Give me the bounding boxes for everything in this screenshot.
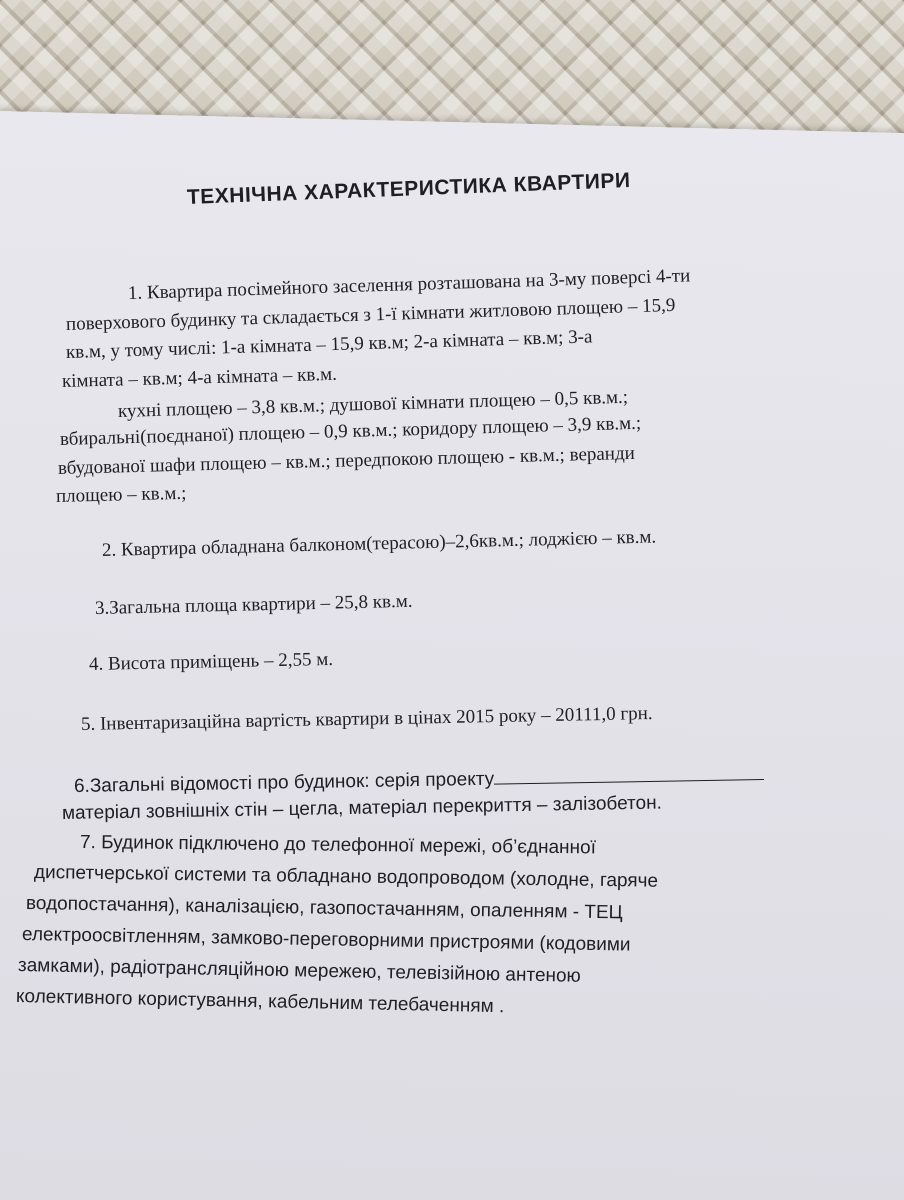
- document-title: ТЕХНІЧНА ХАРАКТЕРИСТИКА КВАРТИРИ: [186, 168, 631, 209]
- text-line: вбиральні(поєднаної) площею – 0,9 кв.м.; коридору площею – 3,9 кв.м.;: [59, 412, 642, 450]
- text-line: електроосвітленням, замково-переговорними пристроями (кодовими: [21, 924, 631, 956]
- text-line: колективного користування, кабельним телебаченням .: [15, 986, 505, 1018]
- text-line: кв.м, у тому числі: 1-а кімната – 15,9 кв.м; 2-а кімната – кв.м; 3-а: [65, 326, 593, 363]
- project-series-blank: [494, 763, 764, 785]
- text-line: водопостачання), каналізацією, газопостачанням, опаленням - ТЕЦ: [25, 893, 623, 924]
- text-line: замками), радіотрансляційною мережею, телевізійною антеною: [17, 955, 581, 987]
- text-line: вбудованої шафи площею – кв.м.; передпокою площею - кв.м.; веранди: [57, 442, 636, 479]
- text-line: матеріал зовнішніх стін – цегла, матеріал перекриття – залізобетон.: [61, 792, 663, 824]
- text-line: кімната – кв.м; 4-а кімната – кв.м.: [61, 363, 338, 392]
- text-line: 2. Квартира обладнана балконом(терасою)–2,6кв.м.; лоджією – кв.м.: [101, 526, 657, 561]
- text-line: 7. Будинок підключено до телефонної мережі, об’єднанної: [79, 832, 597, 859]
- text-line: площею – кв.м.;: [55, 482, 187, 507]
- text-line: поверхового будинку та складається з 1-ї кімнати житловою площею – 15,9: [65, 294, 676, 335]
- text-line: диспетчерської системи та обладнано водопроводом (холодне, гаряче: [33, 862, 659, 892]
- text-line: 5. Інвентаризаційна вартість квартири в цінах 2015 року – 20111,0 грн.: [80, 703, 653, 735]
- project-series-label: 6.Загальні відомості про будинок: серія проекту: [73, 768, 495, 797]
- text-line: кухні площею – 3,8 кв.м.; душової кімнати площею – 0,5 кв.м.;: [117, 386, 629, 422]
- text-line: 3.Загальна площа квартири – 25,8 кв.м.: [94, 590, 413, 619]
- text-line: 4. Висота приміщень – 2,55 м.: [88, 648, 334, 675]
- text-line: 1. Квартира посімейного заселення розташована на 3-му поверсі 4-ти: [127, 265, 691, 304]
